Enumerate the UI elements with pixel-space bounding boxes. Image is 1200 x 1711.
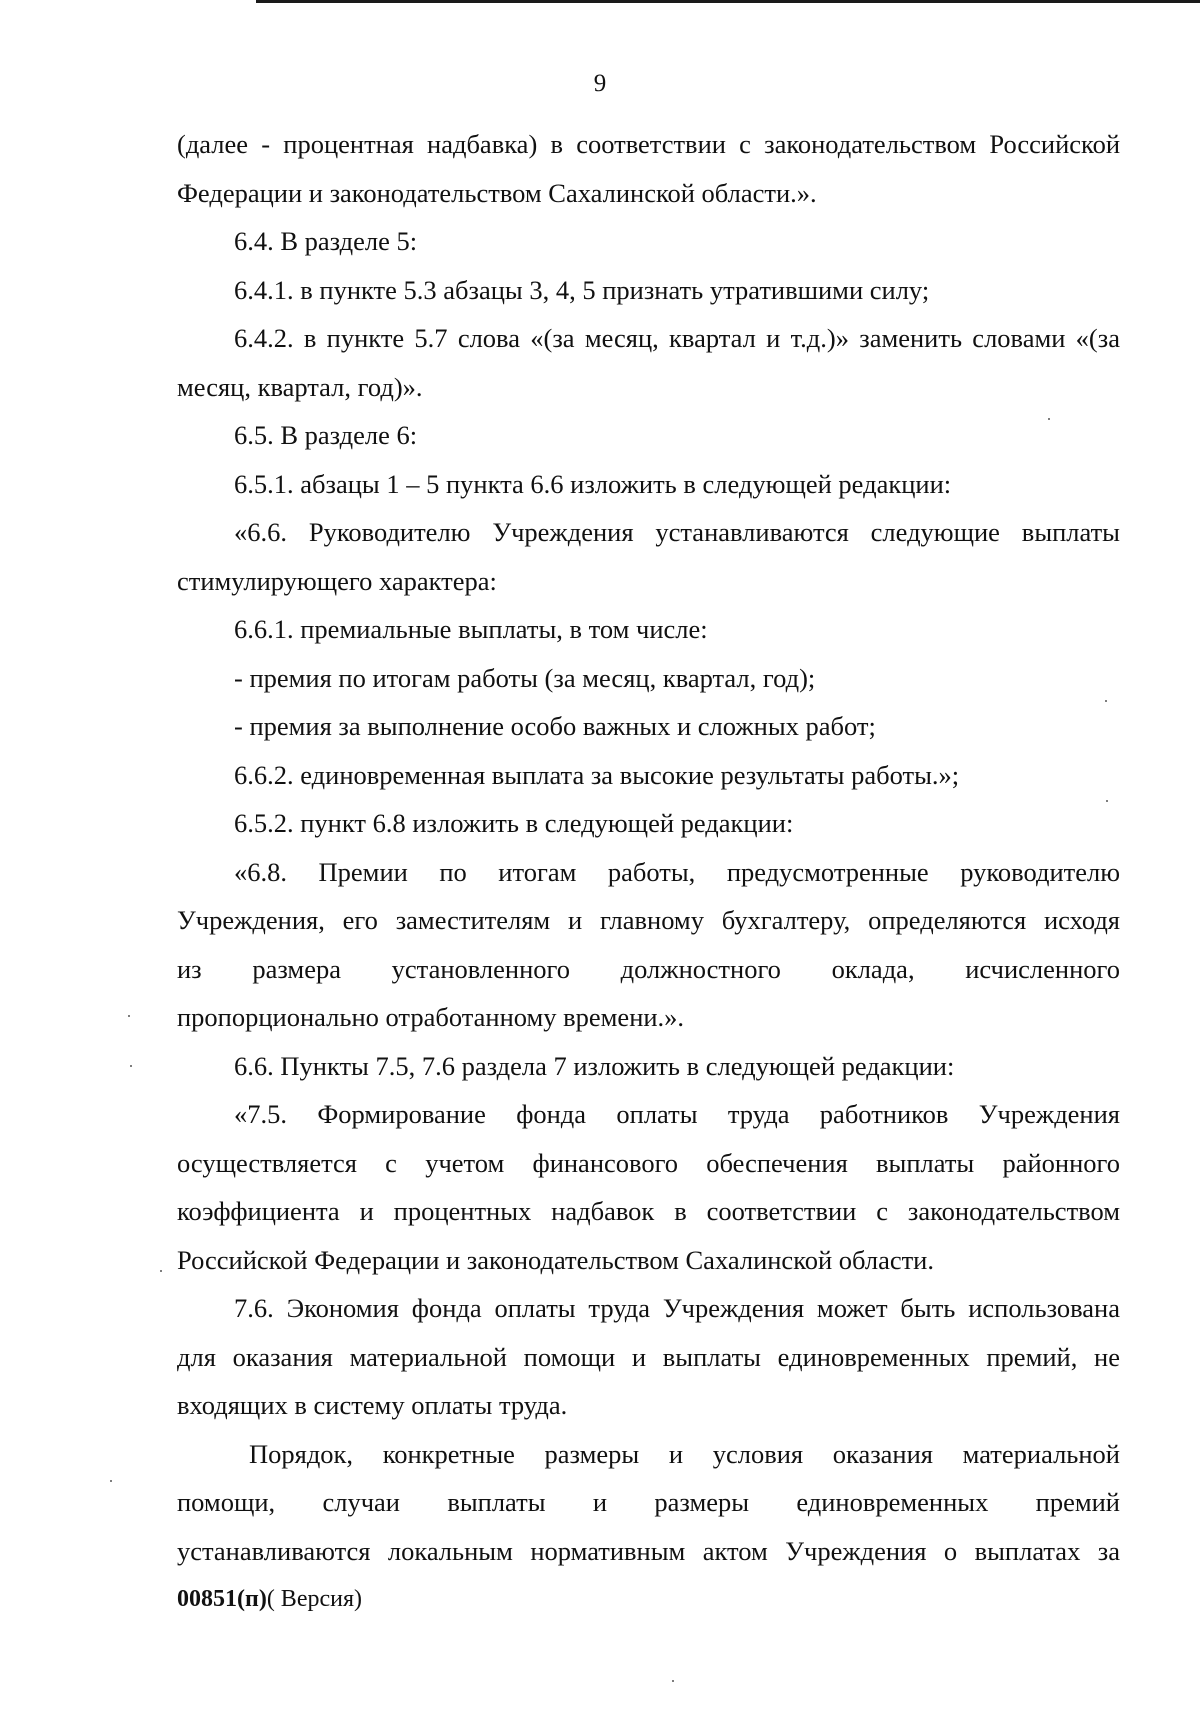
text-line: «6.8. Премии по итогам работы, предусмотренные руководителю — [234, 856, 1120, 887]
scan-speck — [672, 1680, 674, 1682]
text-line: месяц, квартал, год)». — [177, 371, 423, 402]
text-line: Порядок, конкретные размеры и условия оказания материальной — [249, 1438, 1120, 1469]
scan-speck — [1048, 418, 1050, 420]
text-line: (далее - процентная надбавка) в соответствии с законодательством Российской — [177, 129, 1120, 159]
text-line: Федерации и законодательством Сахалинской области.». — [177, 177, 817, 208]
scan-speck — [130, 1065, 132, 1067]
document-footer — [177, 1586, 362, 1613]
text-line: 7.6. Экономия фонда оплаты труда Учреждения может быть использована — [234, 1293, 1120, 1323]
text-line: стимулирующего характера: — [177, 565, 497, 596]
text-line: «6.6. Руководителю Учреждения устанавливаются следующие выплаты — [234, 517, 1120, 547]
text-line: 6.6.2. единовременная выплата за высокие результаты работы.»; — [234, 759, 960, 790]
document-body — [177, 120, 1120, 1575]
text-line: 6.4.1. в пункте 5.3 абзацы 3, 4, 5 признать утратившими силу; — [234, 274, 930, 305]
page-number: 9 — [593, 70, 607, 97]
scan-speck — [110, 1480, 112, 1482]
scan-speck — [1106, 800, 1108, 802]
text-line: 6.4.2. в пункте 5.7 слова «(за месяц, квартал и т.д.)» заменить словами «(за — [234, 323, 1120, 353]
text-line: коэффициента и процентных надбавок в соответствии с законодательством — [177, 1196, 1120, 1226]
text-line: Российской Федерации и законодательством Сахалинской области. — [177, 1244, 934, 1275]
text-line: 6.6. Пункты 7.5, 7.6 раздела 7 изложить в следующей редакции: — [234, 1050, 955, 1081]
text-line: помощи, случаи выплаты и размеры единовременных премий — [177, 1487, 1120, 1517]
scan-speck — [1105, 700, 1107, 702]
text-line: 6.5.1. абзацы 1 – 5 пункта 6.6 изложить в следующей редакции: — [234, 468, 952, 499]
text-line: входящих в систему оплаты труда. — [177, 1390, 568, 1420]
text-line: 6.5.2. пункт 6.8 изложить в следующей редакции: — [234, 808, 794, 838]
text-line: - премия по итогам работы (за месяц, квартал, год); — [234, 662, 816, 693]
text-line: пропорционально отработанному времени.». — [177, 1002, 685, 1032]
text-line: 6.6.1. премиальные выплаты, в том числе: — [234, 614, 708, 644]
text-line: устанавливаются локальным нормативным актом Учреждения о выплатах за — [177, 1535, 1120, 1566]
scan-speck — [160, 1270, 162, 1272]
top-border-line — [256, 0, 1200, 3]
text-line: Учреждения, его заместителям и главному бухгалтеру, определяются исходя — [177, 905, 1120, 935]
text-line: 6.5. В разделе 6: — [234, 420, 418, 450]
text-line: осуществляется с учетом финансового обеспечения выплаты районного — [177, 1147, 1120, 1178]
text-line: - премия за выполнение особо важных и сложных работ; — [234, 711, 876, 741]
text-line: 6.4. В разделе 5: — [234, 226, 418, 256]
scan-speck — [128, 1015, 130, 1017]
document-version: ( Версия) — [266, 1586, 362, 1612]
text-line: для оказания материальной помощи и выплаты единовременных премий, не — [177, 1341, 1120, 1372]
text-line: из размера установленного должностного оклада, исчисленного — [177, 953, 1120, 984]
text-line: «7.5. Формирование фонда оплаты труда работников Учреждения — [234, 1099, 1120, 1129]
document-code: 00851(п) — [177, 1586, 267, 1612]
